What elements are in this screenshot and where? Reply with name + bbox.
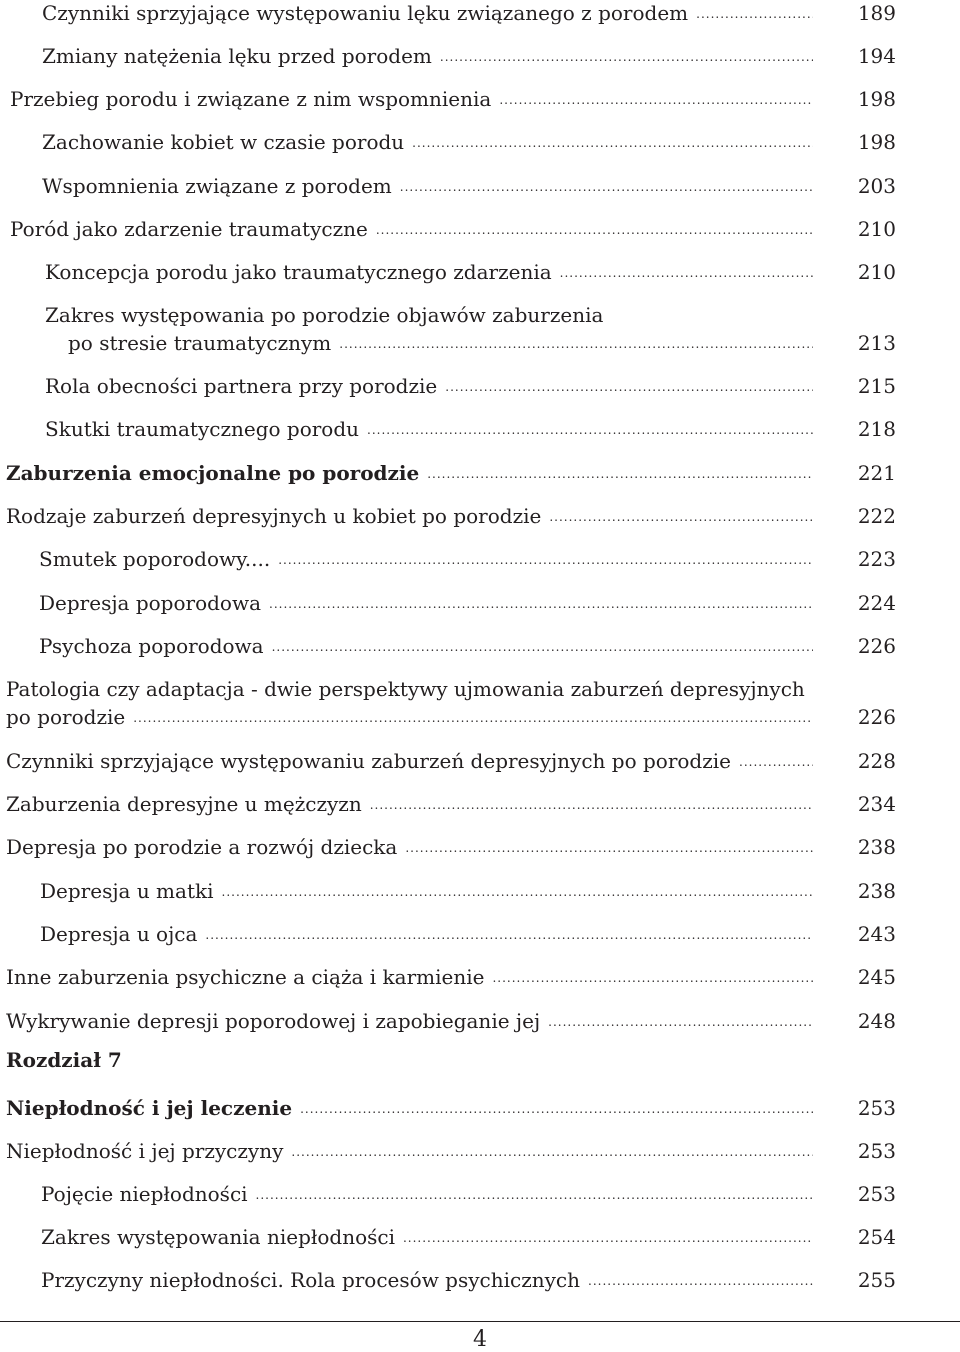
dot-leader bbox=[291, 1145, 813, 1162]
toc-entry-page: 203 bbox=[857, 174, 896, 198]
toc-entry-title: Przebieg porodu i związane z nim wspomnienia bbox=[10, 87, 492, 111]
toc-entry-page: 234 bbox=[857, 792, 896, 816]
toc-entry-page: 194 bbox=[857, 44, 896, 68]
toc-entry-page: 255 bbox=[857, 1268, 896, 1292]
toc-entry-page: 222 bbox=[857, 504, 896, 528]
dot-leader bbox=[339, 337, 813, 354]
dot-leader bbox=[499, 93, 813, 110]
toc-entry-page: 238 bbox=[857, 835, 896, 859]
toc-entry-page: 189 bbox=[857, 1, 896, 25]
toc-entry-title: Wykrywanie depresji poporodowej i zapobieganie jej bbox=[6, 1009, 541, 1033]
toc-entry-page: 213 bbox=[857, 331, 896, 355]
chapter-heading: Rozdział 7 bbox=[6, 1048, 122, 1072]
toc-entry-title: Czynniki sprzyjające występowaniu lęku związanego z porodem bbox=[42, 1, 689, 25]
toc-entry-page: 210 bbox=[857, 217, 896, 241]
dot-leader bbox=[405, 841, 813, 858]
dot-leader bbox=[300, 1102, 813, 1119]
toc-entry-title: Niepłodność i jej leczenie bbox=[6, 1096, 293, 1120]
toc-entry-page: 198 bbox=[857, 130, 896, 154]
toc-entry-title: Rodzaje zaburzeń depresyjnych u kobiet po porodzie bbox=[6, 504, 542, 528]
dot-leader bbox=[133, 711, 813, 728]
toc-entry-title-continued: po porodzie bbox=[6, 705, 126, 729]
toc-entry-title: Patologia czy adaptacja - dwie perspektywy ujmowania zaburzeń depresyjnych bbox=[6, 677, 805, 701]
toc-entry-page: 243 bbox=[857, 922, 896, 946]
toc-entry-title: Pojęcie niepłodności bbox=[41, 1182, 248, 1206]
toc-entry-page: 223 bbox=[857, 547, 896, 571]
toc-entry-page: 254 bbox=[857, 1225, 896, 1249]
toc-entry-title: Zakres występowania niepłodności bbox=[41, 1225, 395, 1249]
toc-entry-page: 226 bbox=[857, 705, 896, 729]
toc-entry-title: Zmiany natężenia lęku przed porodem bbox=[42, 44, 432, 68]
toc-entry-title: Zaburzenia emocjonalne po porodzie bbox=[6, 461, 420, 485]
toc-entry-title: Zachowanie kobiet w czasie porodu bbox=[42, 130, 405, 154]
dot-leader bbox=[739, 755, 813, 772]
toc-entry-page: 228 bbox=[857, 749, 896, 773]
dot-leader bbox=[440, 50, 813, 67]
toc-entry-page: 226 bbox=[857, 634, 896, 658]
dot-leader bbox=[412, 136, 813, 153]
toc-entry-page: 253 bbox=[857, 1096, 896, 1120]
toc-entry-title: Koncepcja porodu jako traumatycznego zdarzenia bbox=[45, 260, 552, 284]
toc-entry-title: Inne zaburzenia psychiczne a ciąża i karmienie bbox=[6, 965, 485, 989]
dot-leader bbox=[588, 1274, 813, 1291]
dot-leader bbox=[376, 223, 813, 240]
toc-entry-title: Niepłodność i jej przyczyny bbox=[6, 1139, 284, 1163]
dot-leader bbox=[560, 266, 813, 283]
toc-entry-title: Rola obecności partnera przy porodzie bbox=[45, 374, 438, 398]
toc-entry-title: Smutek poporodowy.... bbox=[39, 547, 271, 571]
dot-leader bbox=[222, 885, 814, 902]
dot-leader bbox=[278, 553, 813, 570]
toc-entry-title: Wspomnienia związane z porodem bbox=[42, 174, 392, 198]
toc-entry-title: Zaburzenia depresyjne u mężczyzn bbox=[6, 792, 362, 816]
dot-leader bbox=[205, 928, 813, 945]
toc-entry-page: 238 bbox=[857, 879, 896, 903]
dot-leader bbox=[403, 1231, 813, 1248]
dot-leader bbox=[427, 467, 813, 484]
toc-entry-page: 248 bbox=[857, 1009, 896, 1033]
toc-entry-title: Zakres występowania po porodzie objawów zaburzenia bbox=[45, 303, 604, 327]
dot-leader bbox=[549, 510, 813, 527]
dot-leader bbox=[367, 423, 813, 440]
toc-entry-page: 245 bbox=[857, 965, 896, 989]
toc-entry-title: Skutki traumatycznego porodu bbox=[45, 417, 360, 441]
footer-divider bbox=[0, 1321, 960, 1322]
toc-entry-title: Psychoza poporodowa bbox=[39, 634, 264, 658]
toc-entry-page: 221 bbox=[857, 461, 896, 485]
dot-leader bbox=[400, 180, 813, 197]
toc-entry-page: 215 bbox=[857, 374, 896, 398]
page-number: 4 bbox=[473, 1327, 487, 1352]
dot-leader bbox=[548, 1015, 813, 1032]
toc-entry-page: 224 bbox=[857, 591, 896, 615]
toc-entry-title: Przyczyny niepłodności. Rola procesów psychicznych bbox=[41, 1268, 581, 1292]
dot-leader bbox=[445, 380, 813, 397]
dot-leader bbox=[272, 640, 813, 657]
dot-leader bbox=[696, 7, 813, 24]
toc-entry-page: 198 bbox=[857, 87, 896, 111]
dot-leader bbox=[256, 1188, 813, 1205]
toc-entry-title: Depresja u ojca bbox=[40, 922, 198, 946]
toc-entry-page: 253 bbox=[857, 1139, 896, 1163]
toc-entry-title: Depresja u matki bbox=[40, 879, 214, 903]
toc-entry-title: Czynniki sprzyjające występowaniu zaburzeń depresyjnych po porodzie bbox=[6, 749, 731, 773]
toc-entry-title: Poród jako zdarzenie traumatyczne bbox=[10, 217, 368, 241]
dot-leader bbox=[269, 597, 813, 614]
dot-leader bbox=[492, 971, 813, 988]
toc-entry-page: 253 bbox=[857, 1182, 896, 1206]
toc-entry-title: Depresja poporodowa bbox=[39, 591, 261, 615]
toc-entry-title-continued: po stresie traumatycznym bbox=[68, 331, 332, 355]
toc-entry-title: Depresja po porodzie a rozwój dziecka bbox=[6, 835, 398, 859]
dot-leader bbox=[370, 798, 813, 815]
toc-entry-page: 218 bbox=[857, 417, 896, 441]
toc-entry-page: 210 bbox=[857, 260, 896, 284]
